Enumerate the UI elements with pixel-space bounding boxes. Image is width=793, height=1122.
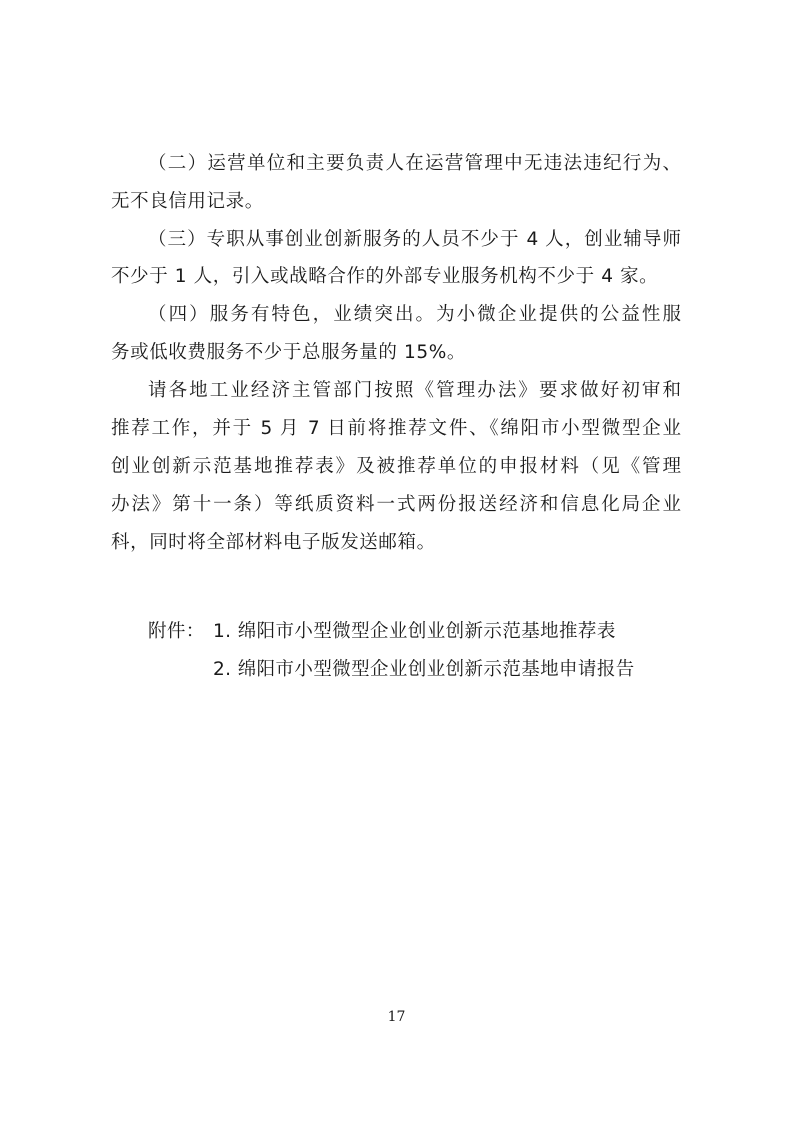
paragraph-3-line-1: （三）专职从事创业创新服务的人员不少于 4 人，创业辅导师 (148, 229, 681, 250)
paragraph-4-line-1: （四）服务有特色，业绩突出。为小微企业提供的公益性服 (148, 304, 681, 325)
paragraph-5-line-4: 办法》第十一条）等纸质资料一式两份报送经济和信息化局企业 (111, 494, 681, 515)
page-number: 17 (387, 1009, 406, 1025)
paragraph-5-line-5: 科，同时将全部材料电子版发送邮箱。 (111, 532, 436, 553)
attachments-label: 附件： (148, 621, 205, 642)
paragraph-5-line-3: 创业创新示范基地推荐表》及被推荐单位的申报材料（见《管理 (111, 456, 681, 477)
attachment-item-1: 1. 绵阳市小型微型企业创业创新示范基地推荐表 (213, 621, 616, 642)
paragraph-2-line-2: 无不良信用记录。 (111, 191, 264, 212)
paragraph-5-line-1: 请各地工业经济主管部门按照《管理办法》要求做好初审和 (148, 380, 681, 401)
paragraph-5-line-2: 推荐工作，并于 5 月 7 日前将推荐文件、《绵阳市小型微型企业 (111, 418, 681, 439)
paragraph-4-line-2: 务或低收费服务不少于总服务量的 15%。 (111, 342, 467, 363)
paragraph-2-line-1: （二）运营单位和主要负责人在运营管理中无违法违纪行为、 (148, 153, 681, 174)
attachment-item-2: 2. 绵阳市小型微型企业创业创新示范基地申请报告 (213, 659, 635, 680)
paragraph-3-line-2: 不少于 1 人，引入或战略合作的外部专业服务机构不少于 4 家。 (111, 266, 659, 287)
